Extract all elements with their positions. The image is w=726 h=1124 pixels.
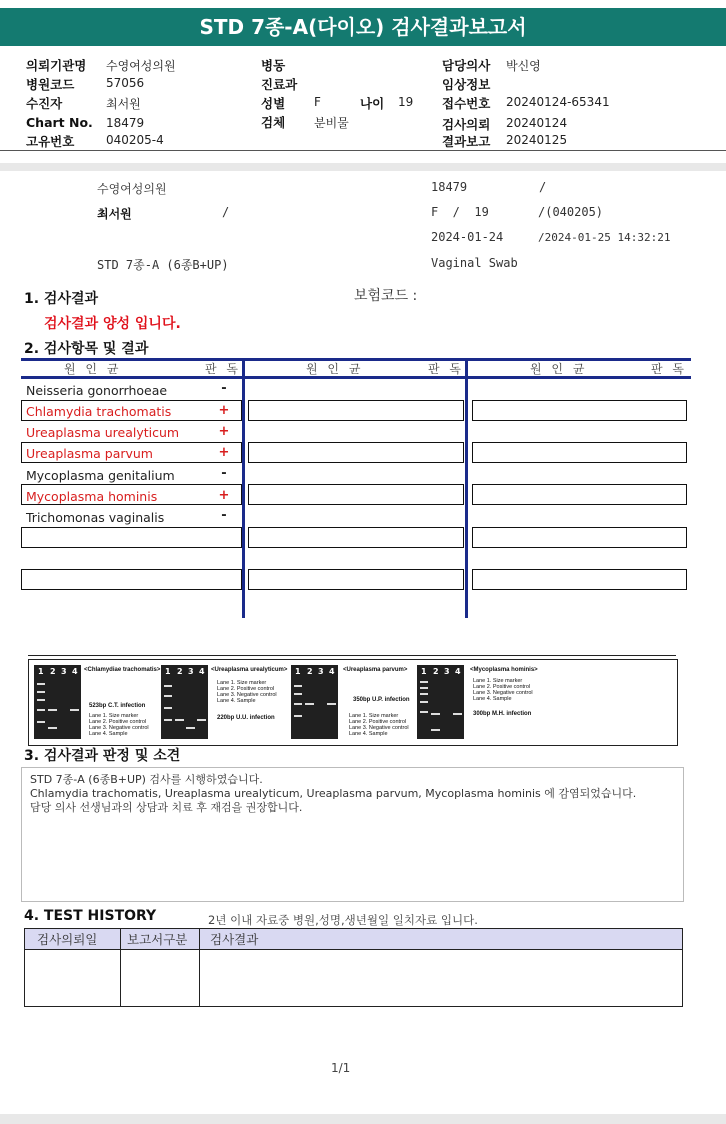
- page-number: 1/1: [331, 1061, 351, 1075]
- history-cell: [121, 950, 200, 1007]
- code-value: 57056: [106, 76, 145, 90]
- col-organism-1: 원 인 균: [64, 362, 122, 376]
- history-cell: [25, 950, 121, 1007]
- gel-annotation-uu: 220bp U.U. infection: [217, 715, 275, 721]
- meta-patient: 최서원: [97, 207, 132, 221]
- column-divider-2: [465, 358, 468, 618]
- history-table: [24, 928, 683, 1007]
- gel-title-up: <Ureaplasma parvum>: [343, 667, 408, 673]
- gel-top-rule: [28, 655, 676, 656]
- gel-annotation-up: 350bp U.P. infection: [353, 697, 410, 703]
- meta-sex-age: F / 19: [431, 205, 489, 219]
- empty-box: [248, 442, 464, 463]
- organism-row: Trichomonas vaginalis: [26, 510, 165, 525]
- gel-title-mh: <Mycoplasma hominis>: [470, 667, 538, 673]
- empty-box: [472, 400, 687, 421]
- meta-specimen: Vaginal Swab: [431, 256, 518, 270]
- judge-mark: +: [218, 488, 230, 503]
- organism-row: Mycoplasma genitalium: [26, 468, 175, 483]
- positive-result: 검사결과 양성 입니다.: [44, 316, 181, 332]
- history-col-type: 보고서구분: [121, 929, 200, 950]
- section3-title: 3. 검사결과 판정 및 소견: [24, 748, 181, 764]
- report-label: 결과보고: [442, 134, 491, 149]
- meta-slash: /: [539, 180, 547, 194]
- patient-label: 수진자: [26, 96, 63, 111]
- gel-electrophoresis-images: 1 2 3 4 <Chlamydiae trachomatis> 523bp C.T. infection Lane 1. Size marker Lane 2. Positive control Lane 3. Negative control Lane 4. Sample 1 2 3 4 <Ureaplasma urealyticum> Lane 1. Size marker Lane 2. Positive control Lane 3. Negative control Lane 4. Sample 220bp U.U. infection 1 2 3 4 <Ureaplasma parvum> 350bp U.P. infection Lane 1. Size marker Lane 2. Positive control Lane 3. Negative control Lane 4. Sample 1 2 3 4 <Mycoplasma hominis> Lane 1. Size marker Lane 2. Positive control Lane 3. Negative control Lane 4. Sample 300bp M.H. infection: [28, 659, 678, 746]
- age-label: 나이: [360, 96, 385, 111]
- receipt-label: 접수번호: [442, 96, 491, 111]
- request-label: 검사의뢰: [442, 117, 491, 132]
- gel-image-up: 1 2 3 4: [291, 665, 338, 739]
- empty-box: [248, 484, 464, 505]
- meta-report-datetime: /2024-01-25 14:32:21: [538, 231, 671, 244]
- meta-hospital: 수영여성의원: [97, 182, 167, 196]
- history-col-result: 검사결과: [200, 929, 683, 950]
- organism-row: Chlamydia trachomatis: [26, 404, 172, 419]
- uid-label: 고유번호: [26, 134, 75, 149]
- empty-box: [248, 569, 464, 590]
- comment-line-1: STD 7종-A (6종B+UP) 검사를 시행하였습니다.: [30, 773, 263, 786]
- hospital-label: 의뢰기관명: [26, 58, 87, 73]
- age-value: 19: [398, 95, 414, 109]
- code-label: 병원코드: [26, 77, 75, 92]
- patient-value: 최서원: [106, 97, 141, 111]
- col-organism-2: 원 인 균: [306, 362, 364, 376]
- gel-title-uu: <Ureaplasma urealyticum>: [211, 667, 288, 673]
- meta-uid: /(040205): [538, 205, 604, 219]
- chart-value: 18479: [106, 116, 145, 130]
- hospital-value: 수영여성의원: [106, 59, 176, 73]
- section2-title: 2. 검사항목 및 결과: [24, 341, 149, 357]
- empty-box: [248, 400, 464, 421]
- specimen-label: 검체: [261, 115, 286, 130]
- comment-line-2: Chlamydia trachomatis, Ureaplasma urealyticum, Ureaplasma parvum, Mycoplasma hominis 에 감염되었습니다.: [30, 787, 637, 800]
- sex-label: 성별: [261, 96, 286, 111]
- gel-annotation-ct: 523bp C.T. infection: [89, 703, 146, 709]
- empty-box: [248, 527, 464, 548]
- gel-image-ct: 1 2 3 4: [34, 665, 81, 739]
- gel-image-uu: 1 2 3 4: [161, 665, 208, 739]
- meta-chart: 18479: [431, 180, 468, 194]
- gel-image-mh: 1 2 3 4: [417, 665, 464, 739]
- doctor-value: 박신영: [506, 59, 541, 73]
- uid-value: 040205-4: [106, 133, 164, 147]
- organism-row: Ureaplasma parvum: [26, 446, 153, 461]
- report-title: STD 7종-A(다이오) 검사결과보고서: [0, 8, 726, 46]
- judge-mark: +: [218, 445, 230, 460]
- judge-mark: -: [221, 381, 227, 396]
- meta-request-date: 2024-01-24: [431, 230, 504, 244]
- section4-title: 4. TEST HISTORY: [24, 908, 157, 924]
- request-value: 20240124: [506, 116, 568, 130]
- empty-box: [472, 569, 687, 590]
- clinical-label: 임상정보: [442, 77, 491, 92]
- judge-mark: +: [218, 424, 230, 439]
- result-box-empty-2: [21, 569, 242, 590]
- comment-line-3: 담당 의사 선생님과의 상담과 치료 후 재검을 권장합니다.: [30, 801, 303, 814]
- dept-label: 진료과: [261, 77, 298, 92]
- receipt-value: 20240124-65341: [506, 95, 610, 109]
- organism-row: Ureaplasma urealyticum: [26, 425, 180, 440]
- gel-annotation-mh: 300bp M.H. infection: [473, 711, 532, 717]
- organism-row: Mycoplasma hominis: [26, 489, 158, 504]
- history-cell: [200, 950, 683, 1007]
- meta-test-name: STD 7종-A (6종B+UP): [97, 258, 229, 272]
- footer-band: [0, 1114, 726, 1124]
- col-judge-3: 판 독: [651, 362, 687, 376]
- column-divider-1: [242, 358, 245, 618]
- history-col-date: 검사의뢰일: [25, 929, 121, 950]
- history-note: 2년 이내 자료중 병원,성명,생년월일 일치자료 입니다.: [208, 913, 478, 927]
- organism-row: Neisseria gonorrhoeae: [26, 383, 168, 398]
- sex-value: F: [314, 95, 321, 109]
- empty-box: [472, 527, 687, 548]
- ward-label: 병동: [261, 58, 286, 73]
- result-box-empty-1: [21, 527, 242, 548]
- col-judge-2: 판 독: [428, 362, 464, 376]
- insurance-label: 보험코드 :: [354, 288, 418, 304]
- empty-box: [472, 484, 687, 505]
- meta-slash-2: /: [222, 205, 230, 219]
- specimen-value: 분비물: [314, 116, 349, 130]
- judge-mark: -: [221, 466, 227, 481]
- header-divider: [0, 150, 726, 151]
- report-value: 20240125: [506, 133, 568, 147]
- empty-box: [472, 442, 687, 463]
- header-band: [0, 163, 726, 171]
- section1-title: 1. 검사결과: [24, 291, 99, 307]
- col-organism-3: 원 인 균: [530, 362, 588, 376]
- doctor-label: 담당의사: [442, 58, 491, 73]
- judge-mark: -: [221, 508, 227, 523]
- chart-label: Chart No.: [26, 115, 93, 130]
- gel-title-ct: <Chlamydiae trachomatis>: [84, 667, 161, 673]
- col-judge-1: 판 독: [205, 362, 241, 376]
- judge-mark: +: [218, 403, 230, 418]
